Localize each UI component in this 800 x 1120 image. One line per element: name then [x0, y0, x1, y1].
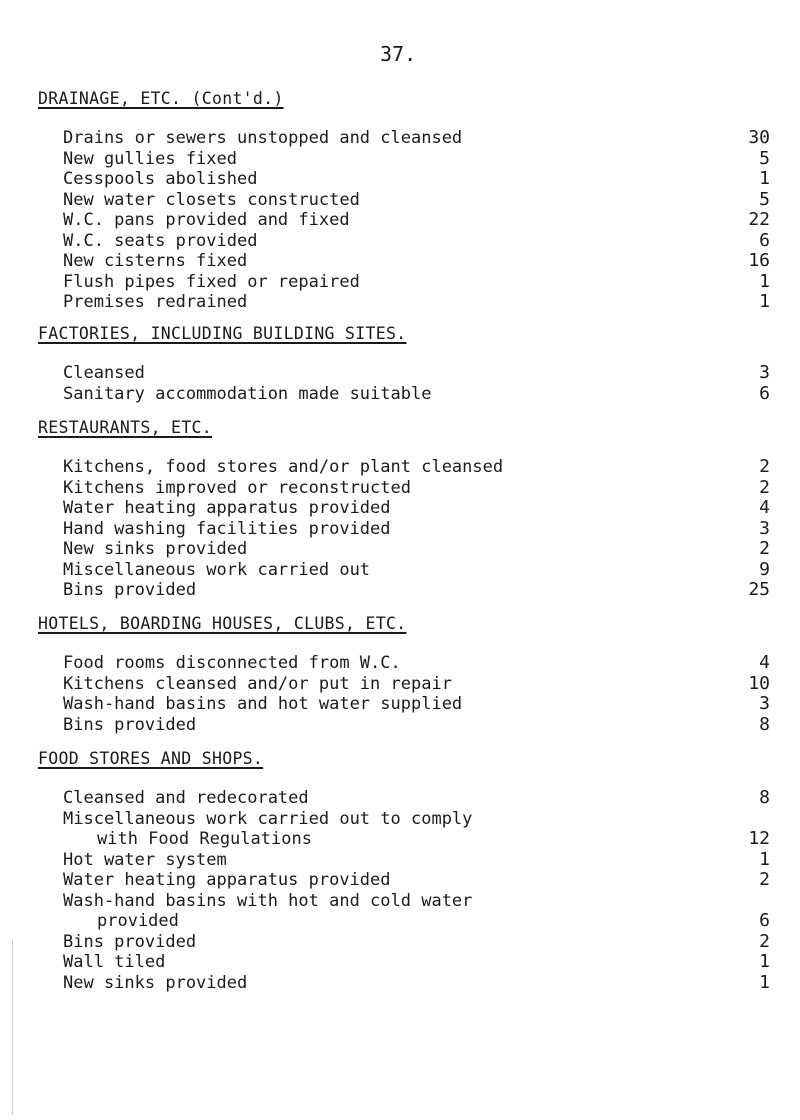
- list-item: [63, 672, 770, 695]
- section-restaurants: [38, 417, 770, 601]
- item-label: Wash-hand basins with hot and cold water: [63, 890, 473, 911]
- list-item: [63, 188, 770, 211]
- list-item: [63, 497, 770, 519]
- item-value: 25: [748, 579, 770, 600]
- list-item: [63, 971, 770, 994]
- item-value: 4: [759, 497, 770, 518]
- item-label: New water closets constructed: [63, 189, 360, 210]
- item-label: W.C. pans provided and fixed: [63, 210, 350, 230]
- list-item: [63, 291, 770, 313]
- section-heading: DRAINAGE, ETC. (Cont'd.): [38, 89, 284, 108]
- item-label: Cesspools abolished: [63, 169, 258, 189]
- list-item: [63, 127, 770, 149]
- item-value: 3: [759, 517, 770, 539]
- list-item: [63, 168, 770, 190]
- item-value: 1: [759, 848, 770, 870]
- item-value: 1: [759, 168, 770, 189]
- list-item: [63, 579, 770, 601]
- list-item: [63, 517, 770, 540]
- item-label: Bins provided: [63, 714, 197, 735]
- item-value: 5: [759, 147, 770, 169]
- list-item: [63, 250, 770, 272]
- list-item: [63, 456, 770, 478]
- list-item: [63, 890, 770, 932]
- item-list: [63, 652, 770, 735]
- item-value: 3: [759, 362, 770, 383]
- list-item: [63, 270, 770, 293]
- item-label: Wash-hand basins and hot water supplied: [63, 694, 463, 714]
- section-heading: FOOD STORES AND SHOPS.: [38, 749, 264, 768]
- item-label: New sinks provided: [63, 539, 248, 559]
- item-label: Bins provided: [63, 931, 197, 952]
- item-value: 1: [759, 971, 770, 993]
- item-value: 30: [748, 127, 770, 148]
- item-value: 6: [759, 229, 770, 251]
- item-value: 2: [759, 476, 770, 498]
- list-item: [63, 209, 770, 231]
- list-item: [63, 229, 770, 252]
- item-list: [63, 127, 770, 313]
- list-item: [63, 693, 770, 715]
- item-label: Hand washing facilities provided: [63, 518, 391, 539]
- item-label: Miscellaneous work carried out: [63, 559, 371, 580]
- item-value: 2: [759, 538, 770, 559]
- item-value: 2: [759, 869, 770, 890]
- item-value: 10: [748, 672, 770, 694]
- item-value: 1: [759, 951, 770, 972]
- item-label: Kitchens cleansed and/or put in repair: [63, 673, 452, 694]
- list-item: [63, 382, 770, 405]
- item-value: 5: [759, 188, 770, 210]
- item-label: New sinks provided: [63, 972, 248, 993]
- item-label: Cleansed and redecorated: [63, 788, 309, 808]
- list-item: [63, 476, 770, 499]
- list-item: [63, 558, 770, 581]
- list-item: [63, 652, 770, 674]
- item-label: Water heating apparatus provided: [63, 870, 391, 890]
- item-label: Kitchens, food stores and/or plant cleansed: [63, 457, 504, 477]
- item-value: 9: [759, 558, 770, 580]
- list-item: [63, 787, 770, 809]
- item-label: New cisterns fixed: [63, 251, 248, 271]
- section-factories: [38, 323, 770, 404]
- item-value: 8: [759, 787, 770, 808]
- item-label: Water heating apparatus provided: [63, 498, 391, 518]
- list-item: [63, 930, 770, 953]
- item-value: 6: [759, 382, 770, 404]
- section-heading: RESTAURANTS, ETC.: [38, 418, 212, 437]
- page-number: 37.: [380, 42, 417, 66]
- item-label: Bins provided: [63, 580, 197, 600]
- list-item: [63, 848, 770, 871]
- item-label: Hot water system: [63, 849, 227, 870]
- item-value: 22: [748, 209, 770, 230]
- item-value: 16: [748, 250, 770, 271]
- item-label: New gullies fixed: [63, 148, 237, 169]
- item-label: Miscellaneous work carried out to comply: [63, 808, 473, 829]
- item-label: Kitchens improved or reconstructed: [63, 477, 411, 498]
- item-label-continuation: provided: [97, 911, 179, 931]
- item-list: [63, 456, 770, 601]
- item-value: 2: [759, 456, 770, 477]
- list-item: [63, 538, 770, 560]
- item-label: Food rooms disconnected from W.C.: [63, 653, 401, 673]
- list-item: [63, 951, 770, 973]
- list-item: [63, 147, 770, 170]
- section-heading: FACTORIES, INCLUDING BUILDING SITES.: [38, 324, 407, 343]
- item-value: 8: [759, 713, 770, 735]
- item-value: 6: [759, 910, 770, 931]
- section-drainage: [38, 88, 770, 313]
- item-label: Sanitary accommodation made suitable: [63, 383, 432, 404]
- list-item: [63, 869, 770, 891]
- item-value: 1: [759, 270, 770, 292]
- section-food-stores: [38, 748, 770, 993]
- item-value: 12: [748, 828, 770, 849]
- item-list: [63, 787, 770, 993]
- list-item: [63, 808, 770, 850]
- item-label: Wall tiled: [63, 952, 166, 972]
- section-heading: HOTELS, BOARDING HOUSES, CLUBS, ETC.: [38, 614, 407, 633]
- scan-edge-line: [12, 940, 13, 1115]
- section-hotels: [38, 613, 770, 735]
- list-item: [63, 713, 770, 736]
- item-label: Flush pipes fixed or repaired: [63, 271, 360, 292]
- item-label-continuation: with Food Regulations: [97, 829, 312, 849]
- item-value: 2: [759, 930, 770, 952]
- list-item: [63, 362, 770, 384]
- item-label: Drains or sewers unstopped and cleansed: [63, 128, 463, 148]
- item-label: Cleansed: [63, 363, 145, 383]
- item-label: Premises redrained: [63, 292, 248, 312]
- item-label: W.C. seats provided: [63, 230, 258, 251]
- item-value: 4: [759, 652, 770, 673]
- item-value: 1: [759, 291, 770, 312]
- item-list: [63, 362, 770, 404]
- item-value: 3: [759, 693, 770, 714]
